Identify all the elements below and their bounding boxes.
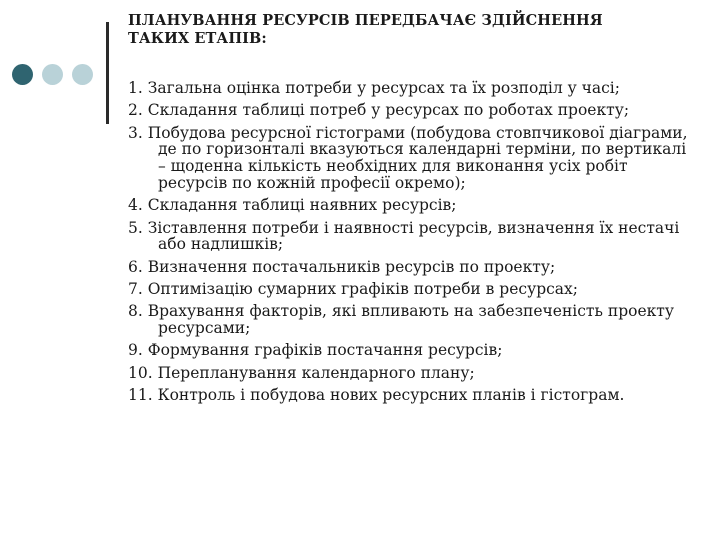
list-item: 6. Визначення постачальників ресурсів по проекту; (128, 257, 556, 276)
list-item: 10. Перепланування календарного плану; (128, 363, 475, 382)
list-item: 1. Загальна оцінка потреби у ресурсах та їх розподіл у часі; (128, 79, 620, 97)
list-item: 3. Побудова ресурсної гістограми (побудова стовпчикової діаграми, де по горизонталі вказуються календарні терміни, по вертикалі – щоденна кількість необхідних для виконання усіх робіт ресурсів по кожній професії окремо); (128, 123, 688, 192)
dot-light-icon (42, 64, 63, 85)
stages-list (128, 80, 688, 409)
list-item: 7. Оптимізацію сумарних графіків потреби в ресурсах; (128, 279, 579, 298)
dot-dark-icon (12, 64, 33, 85)
list-item: 11. Контроль і побудова нових ресурсних планів і гістограм. (128, 385, 625, 404)
list-item: 5. Зіставлення потреби і наявності ресурсів, визначення їх нестачі або надлишків; (128, 218, 680, 254)
list-item: 2. Складання таблиці потреб у ресурсах по роботах проекту; (128, 101, 630, 120)
vertical-rule (106, 22, 109, 124)
list-item: 8. Врахування факторів, які впливають на забезпеченість проекту ресурсами; (128, 302, 675, 338)
slide-title: ПЛАНУВАННЯ РЕСУРСІВ ПЕРЕДБАЧАЄ ЗДІЙСНЕННЯ ТАКИХ ЕТАПІВ: (128, 12, 603, 47)
list-item: 9. Формування графіків постачання ресурсів; (128, 341, 503, 360)
dot-light-icon (72, 64, 93, 85)
list-item: 4. Складання таблиці наявних ресурсів; (128, 196, 457, 215)
